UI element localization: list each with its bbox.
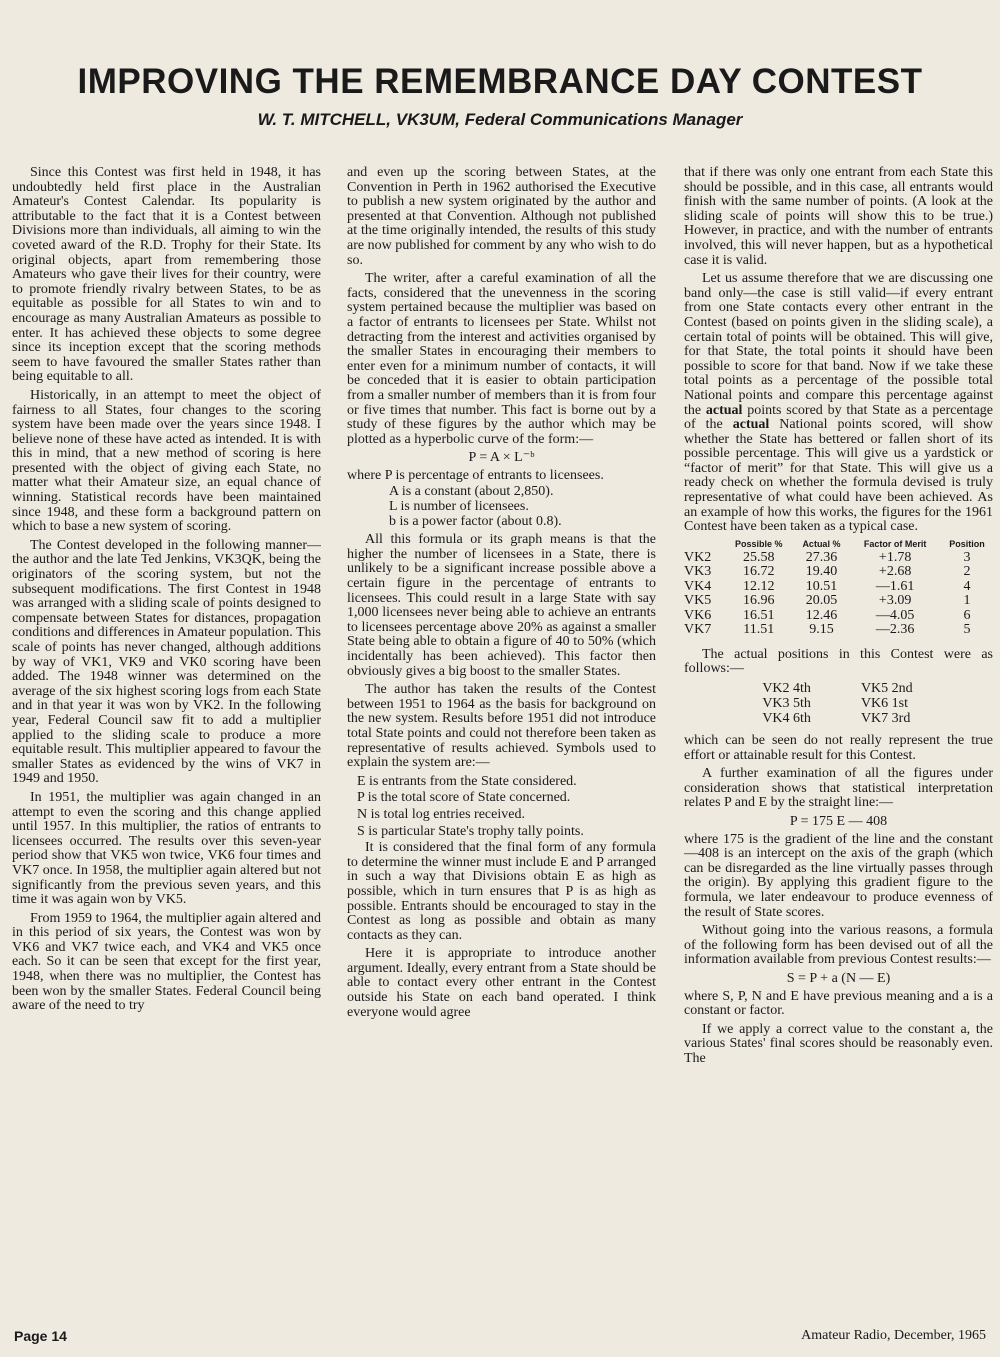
table-cell: 2 xyxy=(963,564,971,580)
table-header-cell: Actual % xyxy=(802,538,841,549)
table-cell: —2.36 xyxy=(875,622,915,638)
paragraph: If we apply a correct value to the constant a, the various States' final scores should be reasonably even. The xyxy=(684,1021,993,1066)
paragraph: and even up the scoring between States, at the Convention in Perth in 1962 authorised the Executive to publish a new system originated by the author and presented at that Convention. Although not published at the time originally intended, the results of this study are now published for comment by any who wish to do so. xyxy=(347,166,656,268)
paragraph: The author has taken the results of the Contest between 1951 to 1964 as the basis for background on the new system. Results before 1951 did not introduce total State points and could not therefore been taken as representative of results achieved. Symbols used to explain the system are:— xyxy=(347,682,656,771)
paragraph: which can be seen do not really represent the true effort or attainable result for this Contest. xyxy=(684,733,993,763)
position-row xyxy=(738,696,938,711)
publication-info: Amateur Radio, December, 1965 xyxy=(801,1328,986,1343)
table-cell: 12.12 xyxy=(743,578,775,594)
table-row xyxy=(684,623,993,638)
table-header-cell: Possible % xyxy=(734,538,783,549)
table-cell: 9.15 xyxy=(809,622,834,638)
position-cell: VK2 4th xyxy=(762,681,811,697)
table-cell: +1.78 xyxy=(878,549,912,565)
factor-of-merit-table xyxy=(684,539,993,638)
paragraph: where 175 is the gradient of the line and the constant —408 is an intercept on the axis of the graph (which can be disregarded as the line virtually passes through the origin). By applying this gradient figure to the formula, we later endeavour to produce evenness of the result of State scores. xyxy=(684,831,993,920)
table-cell: +3.09 xyxy=(878,593,912,609)
table-cell: 25.58 xyxy=(743,549,775,565)
paragraph: Here it is appropriate to introduce another argument. Ideally, every entrant from a State should be able to contact every other entrant in the Contest outside his State on each band operated. I think everyone would agree xyxy=(347,946,656,1020)
position-cell: VK4 6th xyxy=(762,711,811,727)
emphasis: actual xyxy=(705,402,743,418)
table-cell: 16.72 xyxy=(743,564,775,580)
position-cell: VK6 1st xyxy=(860,696,908,712)
paragraph: In 1951, the multiplier was again changed in an attempt to even the scoring and this change applied until 1957. In this multiplier, the ratios of entrants to licensees occurred. The results over this seven-year period show that VK5 won twice, VK6 four times and VK7 once. In 1958, the multiplier again altered but not significantly from the previous seven years, and this time it was again won by VK5. xyxy=(12,789,321,908)
article-byline: W. T. MITCHELL, VK3UM, Federal Communications Manager xyxy=(257,110,743,129)
table-cell: VK2 xyxy=(684,549,712,565)
paragraph: It is considered that the final form of any formula to determine the winner must include E and P arranged in such a way that Divisions obtain E as high as possible, which in turn ensures that P is as high as possible. Entrants should be encouraged to stay in the Contest as long as possible and obtain as many contacts as they can. xyxy=(347,840,656,943)
text-span: National points scored, will show whether the State has bettered or fallen short of its possible percentage. This will give us a yardstick or “factor of merit” for that State. This will give us a ready check on whether the formula devised is truly representative of what could have been achieved. As an example of how this works, the figures for the 1961 Contest have been taken as a typical case. xyxy=(684,417,993,535)
table-cell: 4 xyxy=(963,578,971,594)
emphasis: actual xyxy=(732,417,770,433)
column-2 xyxy=(347,166,656,1316)
paragraph: where S, P, N and E have previous meaning and a is a constant or factor. xyxy=(684,988,993,1019)
table-cell: 19.40 xyxy=(805,564,838,580)
table-cell: 3 xyxy=(963,549,971,565)
symbol-e: E is entrants from the State considered. xyxy=(357,773,577,789)
table-cell: 11.51 xyxy=(743,622,775,638)
position-cell: VK3 5th xyxy=(762,696,811,712)
table-cell: —4.05 xyxy=(875,607,915,623)
symbol-p: P is the total score of State concerned. xyxy=(357,790,571,806)
position-row xyxy=(738,681,938,696)
paragraph: The actual positions in this Contest were as follows:— xyxy=(684,646,993,677)
table-cell: VK6 xyxy=(684,607,712,623)
paragraph: All this formula or its graph means is that the higher the number of licensees in a State, there is unlikely to be a significant increase possible above a certain figure in the percentage of entrants to licensees. This could result in a large State with say 1,000 licensees never being able to achieve an entrants to licensees percentage above 20% as against a smaller State being able to obtain a figure of 40 to 50% (which incidentally has been achieved). This factor then obviously gives a big boost to the smaller States. xyxy=(347,532,656,679)
table-row xyxy=(684,551,993,566)
definition-l: L is number of licensees. xyxy=(389,499,529,515)
table-cell: 12.46 xyxy=(805,607,838,623)
article-title: IMPROVING THE REMEMBRANCE DAY CONTEST xyxy=(77,62,923,101)
paragraph: The writer, after a careful examination of all the facts, considered that the unevenness in the scoring system pertained because the multiplier was based on a factor of entrants to licensees per State. Whilst not detracting from the interest and activities organised by the smaller States in encouraging their members to enter even for a minimum number of contacts, it will be conceded that it is easier to obtain participation from a smaller number of members than it is from four or five times that number. This fact is borne out by a study of these figures by the author which may be plotted as a hyperbolic curve of the form:— xyxy=(347,271,656,447)
table-cell: 16.51 xyxy=(743,607,775,623)
column-1 xyxy=(12,166,321,1316)
paragraph xyxy=(684,272,993,535)
symbol-list xyxy=(347,775,656,839)
formula-straight-line: P = 175 E — 408 xyxy=(789,814,888,829)
table-cell: 6 xyxy=(963,607,971,623)
paragraph: A further examination of all the figures under consideration shows that statistical interpretation relates P and E by the straight line:— xyxy=(684,766,993,811)
table-cell: +2.68 xyxy=(878,564,912,580)
table-cell: VK7 xyxy=(684,622,712,638)
table-row xyxy=(684,609,993,624)
table-header-row xyxy=(684,539,993,551)
symbol-s: S is particular State's trophy tally points. xyxy=(357,823,584,839)
paragraph: Historically, in an attempt to meet the object of fairness to all States, four changes to the scoring system have been made over the years since 1948. I believe none of these have acted as intended. It is with this in mind, that a new method of scoring is here presented with the object of giving each State, no matter what their Amateur size, an equal chance of winning. Statistical records have been maintained since 1948, and these form a background pattern on which to base a new system of scoring. xyxy=(12,387,321,535)
formula-definitions xyxy=(347,485,656,529)
table-cell: VK3 xyxy=(684,564,712,580)
table-cell: 27.36 xyxy=(805,549,838,565)
column-3 xyxy=(684,166,993,1316)
paragraph: Since this Contest was first held in 1948, it has undoubtedly held first place in the Australian Amateur's Contest Calendar. Its popularity is attributable to the fact that it is a Contest between Divisions more than individuals, all aiming to win the coveted award of the R.D. Trophy for their State. Its original objects, apart from remembering those Amateurs who gave their lives for their country, were to promote friendly rivalry between States, to be as equitable as possible for all States to win and to encourage as many Australian Amateurs as possible to enter. It has achieved these objects to some degree since its inception except that the scoring methods seem to have favoured the smaller States rather than being equitable to all. xyxy=(12,166,321,385)
table-cell: —1.61 xyxy=(875,578,915,594)
table-cell: 16.96 xyxy=(743,593,775,609)
table-cell: 10.51 xyxy=(805,578,838,594)
formula-score: S = P + a (N — E) xyxy=(786,970,891,986)
paragraph: The Contest developed in the following manner—the author and the late Ted Jenkins, VK3QK, being the originators of the scoring system, but not the subsequent modifications. The first Contest in 1948 was arranged with a sliding scale of points designed to compensate between States for distances, propagation conditions and differences in Amateur population. This scale of points has never changed, although additions by way of VK1, VK9 and VK0 scoring have been added. The 1948 winner was determined on the average of the six highest scoring logs from each State and in that year it was won by VK2. In the following year, Federal Council saw fit to add a multiplier applied to the sliding scale to produce a more equitable result. This multiplier appeared to favour the smaller States as evidenced by the wins of VK7 in 1949 and 1950. xyxy=(12,537,321,787)
text-span: Let us assume therefore that we are discussing one band only—the case is still valid—if every entrant from one State contacts every other entrant in the Contest (based on points given in the sliding scale), a certain total of points will be obtained. This will give, for that State, the total points it should have been possible to score for that band. Now if we take these total points as a percentage of the possible total National points and compare this percentage against the xyxy=(684,271,993,418)
paragraph: that if there was only one entrant from each State this should be possible, and in this case, all entrants would finish with the same number of points. (A look at the sliding scale of points will show this to be true.) However, in practice, and with the number of entrants involved, this will never happen, but as a hypothetical case it is valid. xyxy=(684,166,993,268)
table-cell: 1 xyxy=(963,593,971,609)
text-span: points scored by that State as a percentage of the xyxy=(684,402,993,433)
formula-where: where P is percentage of entrants to licensees. xyxy=(347,467,604,483)
symbol-n: N is total log entries received. xyxy=(357,806,525,822)
table-body xyxy=(684,551,993,638)
table-cell: VK4 xyxy=(684,578,712,594)
page-number: Page 14 xyxy=(14,1328,67,1344)
table-body xyxy=(738,681,938,726)
table-header-cell: Position xyxy=(949,538,985,549)
position-row xyxy=(738,711,938,726)
table-header-cell: Factor of Merit xyxy=(863,538,927,549)
table-row xyxy=(684,594,993,609)
definition-b: b is a power factor (about 0.8). xyxy=(389,513,562,529)
table-row xyxy=(684,580,993,595)
definition-a: A is a constant (about 2,850). xyxy=(389,484,554,500)
paragraph: From 1959 to 1964, the multiplier again altered and in this period of six years, the Contest was won by VK6 and VK7 twice each, and VK4 and VK5 once each. So it can be seen that except for the first year, 1948, when there was no multiplier, the Contest has been won by the smaller States. Federal Council being aware of the need to try xyxy=(12,910,321,1014)
table-cell: 20.05 xyxy=(805,593,838,609)
formula-hyperbolic: P = A × L⁻ᵇ xyxy=(468,450,535,466)
table-cell: 5 xyxy=(963,622,971,638)
table-row xyxy=(684,565,993,580)
position-cell: VK7 3rd xyxy=(860,711,911,727)
table-cell: VK5 xyxy=(684,593,712,609)
positions-table xyxy=(738,681,938,726)
position-cell: VK5 2nd xyxy=(860,681,913,697)
paragraph: Without going into the various reasons, a formula of the following form has been devised out of all the information available from previous Contest results:— xyxy=(684,923,993,968)
